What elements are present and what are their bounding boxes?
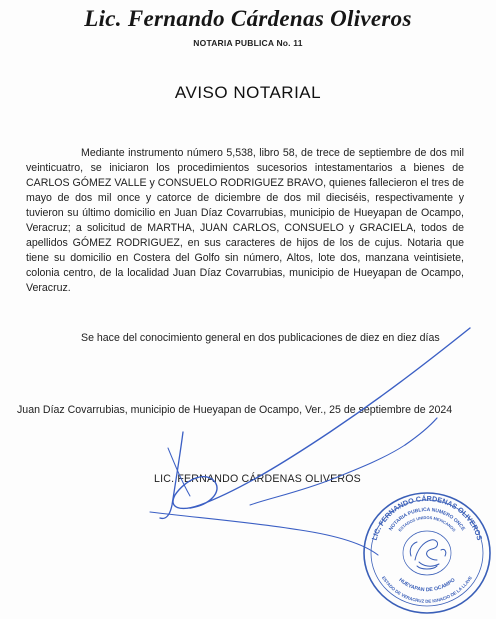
svg-text:NOTARIA PUBLICA NUMERO ONCE: NOTARIA PUBLICA NUMERO ONCE [387,506,467,533]
notice-paragraph-publication: Se hace del conocimiento general en dos publicaciones de diez en diez días [81,332,440,344]
signer-name: LIC. FERNANDO CÁRDENAS OLIVEROS [154,473,361,485]
notice-paragraph-place-date: Juan Díaz Covarrubias, municipio de Hueyapan de Ocampo, Ver., 25 de septiembre de 2024 [17,404,453,416]
notice-paragraph-main: Mediante instrumento número 5,538, libro 58, de trece de septiembre de dos mil veinticuatro, se iniciaron los procedimientos sucesorios intestamentarios a bienes de CARLOS GÓMEZ VALLE y CONSUELO RODRIGUEZ BRAVO, quienes fallecieron el tres de mayo de dos mil once y catorce de diciembre de dos mil dieciséis, respectivamente y tuvieron su último domicilio en Juan Díaz Covarrubias, municipio de Hueyapan de Ocampo, Veracruz; a solicitud de MARTHA, JUAN CARLOS, CONSUELO y GRACIELA, todos de apellidos GÓMEZ RODRIGUEZ, en sus caracteres de hijos de los de cujus. Notaria que tiene su domicilio en Costera del Golfo sin número, Altos, lote dos, manzana veintisiete, colonia centro, de la localidad Juan Díaz Covarrubias, municipio de Hueyapan de Ocampo, Veracruz. [26,147,464,294]
svg-text:ESTADO DE VERACRUZ DE IGNACIO: ESTADO DE VERACRUZ DE IGNACIO DE LA LLAVE [380,575,474,604]
notary-office-subtitle: NOTARIA PUBLICA No. 11 [193,38,303,48]
notary-seal [361,490,493,616]
svg-text:HUEYAPAN DE OCAMPO: HUEYAPAN DE OCAMPO [397,577,457,594]
svg-text:ESTADOS UNIDOS MEXICANOS: ESTADOS UNIDOS MEXICANOS [397,514,457,533]
document-title: AVISO NOTARIAL [174,83,322,102]
notary-name-heading: Lic. Fernando Cárdenas Oliveros [84,6,412,31]
svg-text:LIC. FERNANDO CÁRDENAS OLIVERO: LIC. FERNANDO CÁRDENAS OLIVEROS [369,493,485,542]
